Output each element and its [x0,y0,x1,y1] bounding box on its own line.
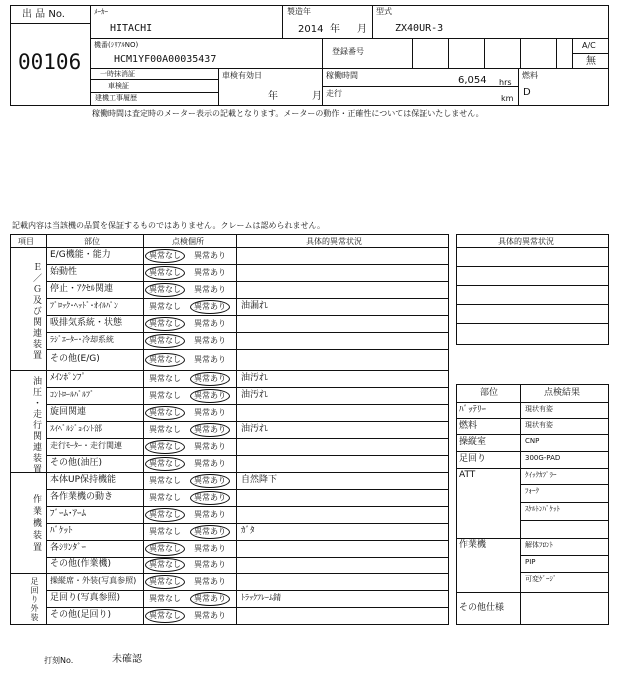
distance-label: 走行 [326,89,342,98]
col-detail-header: 具体的異常状況 [306,237,362,246]
status-circle [190,491,230,505]
inspection-detail: 自然降下 [241,474,278,485]
result-value: 現状有姿 [525,421,553,429]
abnormal-option: 異常あり [194,576,226,586]
inspection-part: 各作業機の動き [50,491,114,502]
normal-option: 異常なし [149,560,181,569]
inspection-part: 吸排気系統・状態 [50,317,123,328]
abnormal-option: 異常あり [194,284,226,294]
month-unit: 月 [357,24,367,35]
status-circle [145,283,185,297]
inspection-part: その他(足回り) [50,609,112,620]
normal-option: 異常なし [149,373,181,383]
inspection-cert-label: 車検証 [108,82,129,90]
stamp-label: 打刻No. [44,656,74,665]
stamp-value: 未確認 [112,654,142,665]
inspection-part: 停止・ｱｸｾﾙ関連 [50,283,114,294]
maker-label: ﾒｰｶｰ [94,8,108,16]
abnormal-option: 異常あり [194,318,226,328]
result-value: PIP [525,558,536,566]
shuppin-number: 00106 [18,50,82,74]
normal-option: 異常なし [149,267,181,277]
hours-note: 稼働時間は査定時のメーター表示の記載となります。メーターの動作・正確性については保証いたしません。 [92,109,484,118]
normal-option: 異常なし [149,576,181,586]
abnormal-option: 異常あり [194,509,226,519]
inspection-part: その他(E/G) [50,353,100,364]
year-value: 2014 [298,24,324,35]
normal-option: 異常なし [149,424,181,434]
normal-option: 異常なし [149,407,181,417]
normal-option: 異常なし [149,526,181,536]
normal-option: 異常なし [149,318,181,328]
result-part: 燃料 [459,421,478,431]
results-col-result: 点検結果 [544,388,581,398]
year-label: 製造年 [287,7,311,16]
normal-option: 異常なし [149,250,181,260]
maker-value: HITACHI [110,23,153,34]
status-circle [190,525,230,539]
normal-option: 異常なし [149,492,181,502]
normal-option: 異常なし [149,610,181,620]
inspection-part: 走行ﾓｰﾀｰ・走行関連 [50,440,122,450]
col-item-header: 項目 [18,237,34,246]
registration-label: 登録番号 [332,47,364,56]
serial-value: HCM1YF00A00035437 [114,54,217,65]
normal-option: 異常なし [149,354,181,364]
group-label-hydraulic: 油圧・走行関連装置 [31,376,41,475]
status-circle [190,372,230,386]
result-value: ｽｹﾙﾄﾝﾊﾞｹｯﾄ [525,505,560,513]
inspection-part: 足回り(写真参照) [50,592,121,603]
result-value: ﾌｫｰｸ [525,487,539,495]
abnormal-option: 異常あり [194,250,226,260]
normal-option: 異常なし [149,543,181,553]
inspection-detail: 油汚れ [241,423,269,434]
normal-option: 異常なし [149,301,181,311]
result-part: ﾊﾞｯﾃﾘｰ [459,405,487,415]
inspection-detail: ﾄﾗｯｸﾌﾚｰﾑ錆 [241,592,281,602]
inspection-part: その他(作業機) [50,559,112,569]
status-circle [190,474,230,488]
abnormal-option: 異常あり [194,354,226,364]
status-circle [145,334,185,348]
inspection-part: ﾗｼﾞｴｰﾀｰ･冷却系統 [50,334,114,344]
status-circle [145,353,185,367]
hours-label: 稼働時間 [326,71,358,80]
inspection-part: ｽｲﾍﾞﾙｼﾞｮｲﾝﾄ部 [50,423,102,433]
ac-value: 無 [586,56,596,67]
model-label: 型式 [376,7,392,16]
abnormal-option: 異常あり [194,441,226,451]
fuel-value: D [523,87,531,98]
result-value: ｸｲｯｸｶﾌﾟﾗｰ [525,471,557,479]
temp-permit-label: 一時抹消証 [100,70,135,78]
validity-month-unit: 月 [312,91,322,102]
abnormal-option: 異常あり [194,492,226,502]
status-circle [145,575,185,589]
shuppin-label: 出 品 No. [22,9,65,20]
result-part: その他仕様 [459,603,505,613]
normal-option: 異常なし [149,458,181,468]
fuel-label: 燃料 [522,71,538,80]
disclaimer: 記載内容は当該機の品質を保証するものではありません。クレームは認められません。 [12,221,325,230]
result-value: 現状有姿 [525,405,553,413]
hours-value: 6,054 [458,75,487,86]
normal-option: 異常なし [149,593,181,603]
inspection-part: 各ｼﾘﾝﾀﾞｰ [50,542,87,553]
status-circle [190,423,230,437]
inspection-part: 旋回関連 [50,406,87,417]
abnormal-option: 異常あり [194,543,226,553]
normal-option: 異常なし [149,284,181,294]
inspection-part: ｺﾝﾄﾛｰﾙﾊﾞﾙﾌﾞ [50,389,94,399]
status-circle [145,508,185,522]
status-circle [145,457,185,471]
abnormal-option: 異常あり [194,560,226,569]
normal-option: 異常なし [149,509,181,519]
normal-option: 異常なし [149,441,181,451]
ac-label: A/C [582,41,596,50]
abnormal-option: 異常あり [194,390,226,400]
abnormal-option: 異常あり [194,475,226,485]
right-detail-title: 具体的異常状況 [498,237,554,246]
validity-year-unit: 年 [268,91,278,102]
abnormal-option: 異常あり [194,610,226,620]
hours-unit: hrs [499,78,512,87]
result-value: CNP [525,437,540,445]
status-circle [145,558,185,572]
distance-unit: km [501,94,514,103]
abnormal-option: 異常あり [194,373,226,383]
abnormal-option: 異常あり [194,407,226,417]
inspection-validity-label: 車検有効日 [222,71,262,80]
normal-option: 異常なし [149,475,181,485]
abnormal-option: 異常あり [194,335,226,345]
inspection-detail: 油漏れ [241,300,269,311]
result-part: 足回り [459,454,487,464]
result-part: ATT [459,470,476,480]
result-value: 300G-PAD [525,454,561,462]
group-label-undercarriage: 足回り外装 [30,577,39,622]
inspection-part: 本体UP保持機能 [50,474,117,485]
inspection-part: ﾒｲﾝﾎﾟﾝﾌﾟ [50,372,87,383]
status-circle [145,440,185,454]
inspection-part: ﾊﾞｹｯﾄ [50,525,73,536]
result-value: 可変ｹﾞｰｼﾞ [525,575,557,583]
results-col-part: 部位 [480,388,499,398]
inspection-detail: 油汚れ [241,372,269,383]
status-circle [190,592,230,606]
status-circle [190,389,230,403]
group-label-eg: Ｅ／Ｇ及び関連装置 [31,262,41,361]
inspection-detail: 油汚れ [241,389,269,400]
status-circle [145,266,185,280]
status-circle [145,542,185,556]
abnormal-option: 異常あり [194,593,226,603]
status-circle [190,300,230,314]
col-check-header: 点検個所 [172,237,204,246]
inspection-part: 操縦席・外装(写真参照) [50,575,137,585]
abnormal-option: 異常あり [194,526,226,536]
status-circle [145,406,185,420]
normal-option: 異常なし [149,390,181,400]
abnormal-option: 異常あり [194,424,226,434]
inspection-part: ﾌﾞｰﾑ･ｱｰﾑ [50,508,87,519]
year-unit: 年 [330,24,340,35]
status-circle [145,249,185,263]
serial-label: 機番(ｼﾘｱﾙNO) [94,41,139,49]
inspection-detail: ｶﾞﾀ [241,525,255,536]
inspection-part: ﾌﾞﾛｯｸ･ﾍｯﾄﾞ･ｵｲﾙﾊﾟﾝ [50,300,118,310]
result-part: 操縦室 [459,437,487,447]
inspection-part: その他(油圧) [50,457,103,468]
abnormal-option: 異常あり [194,301,226,311]
result-part: 作業機 [459,540,487,550]
result-value: 解体ﾌﾛﾝﾄ [525,541,553,549]
status-circle [145,609,185,623]
col-part-header: 部位 [84,237,100,246]
inspection-part: 始動性 [50,266,78,277]
inspection-part: E/G機能・能力 [50,249,111,260]
group-label-work: 作業機装置 [31,494,41,554]
construction-cert-label: 建機工事履歴 [95,94,137,102]
abnormal-option: 異常あり [194,458,226,468]
abnormal-option: 異常あり [194,267,226,277]
normal-option: 異常なし [149,335,181,345]
model-value: ZX40UR-3 [395,23,444,34]
status-circle [145,317,185,331]
